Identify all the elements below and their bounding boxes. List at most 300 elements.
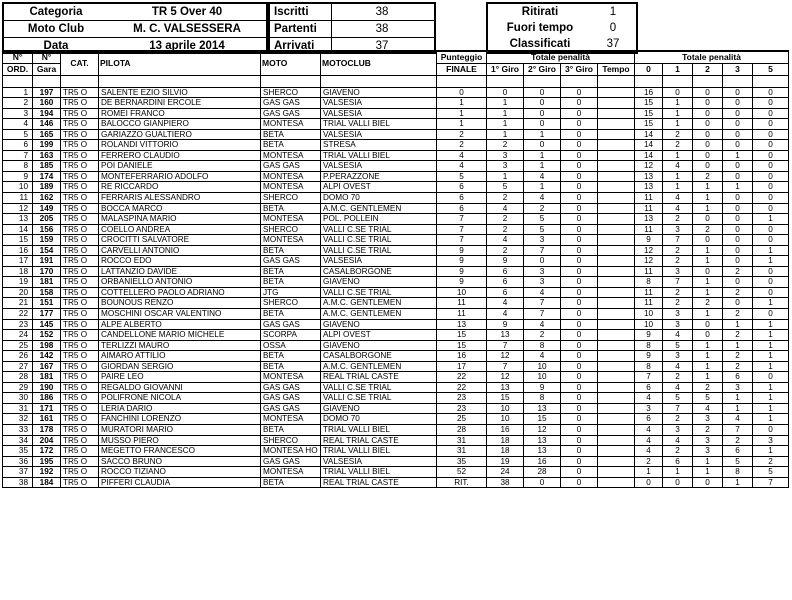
cell-p5: 0 xyxy=(753,87,789,98)
cell-tempo xyxy=(598,308,635,319)
cell-giro3: 0 xyxy=(561,277,598,288)
cell-p1: 5 xyxy=(663,393,693,404)
cell-giro1: 9 xyxy=(487,319,524,330)
cell-finale: 9 xyxy=(437,245,487,256)
cell-finale: 31 xyxy=(437,435,487,446)
cell-gara: 199 xyxy=(33,140,61,151)
cell-p2: 1 xyxy=(693,467,723,478)
cell-tempo xyxy=(598,235,635,246)
table-row xyxy=(3,266,789,277)
cell-p0: 12 xyxy=(635,256,663,267)
cell-p1: 3 xyxy=(663,351,693,362)
cell-gara: 178 xyxy=(33,425,61,436)
cell-motoclub: CASALBORGONE xyxy=(321,351,437,362)
event-info-box xyxy=(2,2,268,54)
cell-p2: 0 xyxy=(693,319,723,330)
col-p1: 1 xyxy=(663,63,693,75)
cell-p5: 0 xyxy=(753,192,789,203)
table-row xyxy=(3,108,789,119)
cell-p5: 1 xyxy=(753,446,789,457)
cell-gara: 165 xyxy=(33,129,61,140)
cell-giro3: 0 xyxy=(561,446,598,457)
data-value: 13 aprile 2014 xyxy=(149,40,225,52)
cell-motoclub: VALLI C.SE TRIAL xyxy=(321,224,437,235)
cell-tempo xyxy=(598,456,635,467)
cell-moto: GAS GAS xyxy=(261,319,321,330)
cell-p0: 11 xyxy=(635,224,663,235)
cell-p5: 0 xyxy=(753,308,789,319)
cell-pilota: SALENTE EZIO SILVIO xyxy=(99,87,261,98)
cell-p1: 1 xyxy=(663,150,693,161)
cell-gara: 163 xyxy=(33,150,61,161)
cell-moto: SCORPA xyxy=(261,330,321,341)
cell-p0: 13 xyxy=(635,171,663,182)
cell-moto: SHERCO xyxy=(261,192,321,203)
table-row xyxy=(3,171,789,182)
cell-cat: TR5 O xyxy=(61,446,99,457)
cell-giro2: 13 xyxy=(524,446,561,457)
cell-p2: 0 xyxy=(693,140,723,151)
cell-finale: 15 xyxy=(437,330,487,341)
cell-motoclub: REAL TRIAL CASTE xyxy=(321,372,437,383)
cell-tempo xyxy=(598,340,635,351)
cell-p0: 4 xyxy=(635,435,663,446)
cell-giro3: 0 xyxy=(561,214,598,225)
cell-p2: 1 xyxy=(693,372,723,383)
cell-giro3: 0 xyxy=(561,287,598,298)
cell-moto: MONTESA xyxy=(261,235,321,246)
cell-cat: TR5 O xyxy=(61,245,99,256)
cell-cat: TR5 O xyxy=(61,140,99,151)
cell-pilota: MONTEFERRARIO ADOLFO xyxy=(99,171,261,182)
cell-p2: 0 xyxy=(693,150,723,161)
cell-p2: 1 xyxy=(693,203,723,214)
cell-p5: 2 xyxy=(753,456,789,467)
cell-p3: 2 xyxy=(723,266,753,277)
cell-p3: 0 xyxy=(723,108,753,119)
cell-p1: 0 xyxy=(663,477,693,488)
cell-giro3: 0 xyxy=(561,203,598,214)
cell-gara: 204 xyxy=(33,435,61,446)
cell-motoclub: TRIAL VALLI BIEL xyxy=(321,150,437,161)
cell-cat: TR5 O xyxy=(61,319,99,330)
spacer-row xyxy=(3,75,789,87)
cell-p1: 3 xyxy=(663,425,693,436)
table-row xyxy=(3,351,789,362)
cell-p2: 0 xyxy=(693,477,723,488)
cell-p2: 0 xyxy=(693,119,723,130)
cell-p2: 3 xyxy=(693,414,723,425)
cell-moto: MONTESA xyxy=(261,372,321,383)
cell-giro3: 0 xyxy=(561,161,598,172)
cell-p0: 11 xyxy=(635,192,663,203)
cell-p0: 1 xyxy=(635,467,663,478)
col-giro3: 3° Giro xyxy=(561,63,598,75)
table-row xyxy=(3,256,789,267)
cell-giro3: 0 xyxy=(561,150,598,161)
cell-gara: 167 xyxy=(33,361,61,372)
arrivati-value: 37 xyxy=(375,40,389,52)
cell-giro2: 3 xyxy=(524,266,561,277)
cell-ord: 30 xyxy=(3,393,33,404)
cell-giro2: 8 xyxy=(524,393,561,404)
table-row xyxy=(3,161,789,172)
cell-tempo xyxy=(598,266,635,277)
cell-ord: 18 xyxy=(3,266,33,277)
cell-cat: TR5 O xyxy=(61,361,99,372)
cell-moto: JTG xyxy=(261,287,321,298)
cell-giro3: 0 xyxy=(561,129,598,140)
cell-p1: 4 xyxy=(663,330,693,341)
cell-giro2: 4 xyxy=(524,351,561,362)
cell-ord: 3 xyxy=(3,108,33,119)
cell-gara: 198 xyxy=(33,340,61,351)
cell-pilota: ROCCO EDO xyxy=(99,256,261,267)
table-row xyxy=(3,140,789,151)
cell-p2: 1 xyxy=(693,287,723,298)
cell-gara: 146 xyxy=(33,119,61,130)
cell-moto: BETA xyxy=(261,129,321,140)
cell-tempo xyxy=(598,277,635,288)
cell-pilota: CARVELLI ANTONIO xyxy=(99,245,261,256)
cell-finale: 15 xyxy=(437,340,487,351)
cell-cat: TR5 O xyxy=(61,266,99,277)
cell-p2: 1 xyxy=(693,182,723,193)
cell-ord: 35 xyxy=(3,446,33,457)
cell-giro3: 0 xyxy=(561,108,598,119)
cell-finale: 7 xyxy=(437,235,487,246)
cell-pilota: LERIA DARIO xyxy=(99,403,261,414)
table-row xyxy=(3,298,789,309)
cell-p3: 1 xyxy=(723,477,753,488)
cell-giro2: 0 xyxy=(524,119,561,130)
cell-moto: SHERCO xyxy=(261,224,321,235)
cell-p1: 7 xyxy=(663,277,693,288)
cell-p2: 0 xyxy=(693,129,723,140)
cell-giro2: 0 xyxy=(524,477,561,488)
cell-p2: 2 xyxy=(693,382,723,393)
cell-giro2: 12 xyxy=(524,425,561,436)
cell-motoclub: P.PERAZZONE xyxy=(321,171,437,182)
counts-box xyxy=(268,2,436,54)
cell-moto: BETA xyxy=(261,477,321,488)
categoria-value: TR 5 Over 40 xyxy=(151,6,223,18)
cell-ord: 32 xyxy=(3,414,33,425)
table-row xyxy=(3,87,789,98)
col-moto: MOTO xyxy=(261,51,321,75)
cell-giro2: 4 xyxy=(524,319,561,330)
table-row xyxy=(3,319,789,330)
cell-p3: 1 xyxy=(723,340,753,351)
cell-moto: MONTESA xyxy=(261,119,321,130)
col-totale-penalita-pts: Totale penalità xyxy=(635,51,789,63)
cell-gara: 197 xyxy=(33,87,61,98)
cell-ord: 7 xyxy=(3,150,33,161)
cell-pilota: POLIFRONE NICOLA xyxy=(99,393,261,404)
cell-cat: TR5 O xyxy=(61,182,99,193)
cell-tempo xyxy=(598,425,635,436)
cell-p1: 2 xyxy=(663,245,693,256)
col-p2: 2 xyxy=(693,63,723,75)
cell-tempo xyxy=(598,372,635,383)
cell-p0: 16 xyxy=(635,87,663,98)
cell-p1: 3 xyxy=(663,224,693,235)
cell-p5: 0 xyxy=(753,203,789,214)
cell-pilota: LATTANZIO DAVIDE xyxy=(99,266,261,277)
cell-p3: 0 xyxy=(723,235,753,246)
cell-p0: 11 xyxy=(635,266,663,277)
cell-ord: 12 xyxy=(3,203,33,214)
table-row xyxy=(3,382,789,393)
cell-tempo xyxy=(598,98,635,109)
cell-ord: 24 xyxy=(3,330,33,341)
cell-motoclub: GIAVENO xyxy=(321,340,437,351)
cell-tempo xyxy=(598,403,635,414)
cell-giro3: 0 xyxy=(561,340,598,351)
cell-gara: 156 xyxy=(33,224,61,235)
col-giro2: 2° Giro xyxy=(524,63,561,75)
cell-ord: 25 xyxy=(3,340,33,351)
cell-p1: 1 xyxy=(663,119,693,130)
cell-tempo xyxy=(598,330,635,341)
cell-gara: 205 xyxy=(33,214,61,225)
cell-ord: 23 xyxy=(3,319,33,330)
partenti-value: 38 xyxy=(375,23,389,35)
cell-cat: TR5 O xyxy=(61,393,99,404)
cell-moto: SHERCO xyxy=(261,298,321,309)
cell-moto: MONTESA xyxy=(261,467,321,478)
table-row xyxy=(3,150,789,161)
cell-p5: 0 xyxy=(753,119,789,130)
cell-p0: 9 xyxy=(635,235,663,246)
col-p0: 0 xyxy=(635,63,663,75)
cell-finale: 35 xyxy=(437,456,487,467)
cell-p3: 0 xyxy=(723,87,753,98)
cell-motoclub: A.M.C. GENTLEMEN xyxy=(321,298,437,309)
cell-p5: 0 xyxy=(753,140,789,151)
cell-giro2: 7 xyxy=(524,245,561,256)
cell-ord: 21 xyxy=(3,298,33,309)
cell-motoclub: VALLI C.SE TRIAL xyxy=(321,287,437,298)
cell-giro3: 0 xyxy=(561,403,598,414)
cell-ord: 38 xyxy=(3,477,33,488)
cell-ord: 33 xyxy=(3,425,33,436)
cell-pilota: GIORDAN SERGIO xyxy=(99,361,261,372)
cell-pilota: DE BERNARDINI ERCOLE xyxy=(99,98,261,109)
col-totale-penalita-giri: Totale penalità xyxy=(487,51,635,63)
cell-motoclub: TRIAL VALLI BIEL xyxy=(321,467,437,478)
table-row xyxy=(3,119,789,130)
cell-p2: 0 xyxy=(693,98,723,109)
fuoritempo-label: Fuori tempo xyxy=(506,22,574,34)
cell-p1: 7 xyxy=(663,403,693,414)
cell-tempo xyxy=(598,150,635,161)
cell-giro2: 7 xyxy=(524,298,561,309)
cell-moto: MONTESA xyxy=(261,150,321,161)
cell-p0: 14 xyxy=(635,129,663,140)
cell-gara: 189 xyxy=(33,182,61,193)
cell-finale: 6 xyxy=(437,203,487,214)
cell-p2: 1 xyxy=(693,308,723,319)
cell-tempo xyxy=(598,182,635,193)
header-row-1 xyxy=(3,51,789,63)
cell-giro3: 0 xyxy=(561,467,598,478)
cell-giro1: 12 xyxy=(487,372,524,383)
cell-moto: OSSA xyxy=(261,340,321,351)
cell-p2: 1 xyxy=(693,277,723,288)
cell-p2: 3 xyxy=(693,446,723,457)
col-n-gara-top: N° xyxy=(33,51,61,63)
cell-giro2: 15 xyxy=(524,414,561,425)
cell-gara: 185 xyxy=(33,161,61,172)
cell-giro1: 15 xyxy=(487,393,524,404)
cell-finale: 13 xyxy=(437,319,487,330)
cell-p0: 12 xyxy=(635,245,663,256)
cell-gara: 151 xyxy=(33,298,61,309)
cell-p3: 0 xyxy=(723,171,753,182)
cell-p0: 8 xyxy=(635,340,663,351)
cell-ord: 29 xyxy=(3,382,33,393)
cell-motoclub: GIAVENO xyxy=(321,319,437,330)
cell-giro1: 3 xyxy=(487,150,524,161)
cell-p3: 1 xyxy=(723,319,753,330)
cell-motoclub: CASALBORGONE xyxy=(321,266,437,277)
cell-tempo xyxy=(598,382,635,393)
cell-pilota: MUSSO PIERO xyxy=(99,435,261,446)
cell-cat: TR5 O xyxy=(61,87,99,98)
cell-ord: 36 xyxy=(3,456,33,467)
cell-p3: 8 xyxy=(723,467,753,478)
cell-moto: BETA xyxy=(261,266,321,277)
cell-moto: SHERCO xyxy=(261,87,321,98)
cell-tempo xyxy=(598,351,635,362)
cell-p5: 0 xyxy=(753,161,789,172)
table-row xyxy=(3,446,789,457)
cell-ord: 8 xyxy=(3,161,33,172)
cell-finale: 1 xyxy=(437,98,487,109)
cell-pilota: ROLANDI VITTORIO xyxy=(99,140,261,151)
cell-tempo xyxy=(598,224,635,235)
cell-finale: RIT. xyxy=(437,477,487,488)
cell-p1: 7 xyxy=(663,235,693,246)
cell-giro1: 7 xyxy=(487,340,524,351)
cell-tempo xyxy=(598,361,635,372)
cell-motoclub: POL. POLLEIN xyxy=(321,214,437,225)
cell-finale: 5 xyxy=(437,171,487,182)
cell-p3: 1 xyxy=(723,150,753,161)
cell-giro1: 2 xyxy=(487,140,524,151)
cell-giro3: 0 xyxy=(561,393,598,404)
cell-motoclub: VALLI C.SE TRIAL xyxy=(321,235,437,246)
cell-motoclub: GIAVENO xyxy=(321,277,437,288)
cell-tempo xyxy=(598,467,635,478)
classificati-value: 37 xyxy=(606,38,620,50)
cell-giro1: 6 xyxy=(487,287,524,298)
cell-p2: 0 xyxy=(693,161,723,172)
cell-tempo xyxy=(598,319,635,330)
cell-moto: MONTESA xyxy=(261,182,321,193)
cell-finale: 25 xyxy=(437,414,487,425)
cell-giro3: 0 xyxy=(561,245,598,256)
cell-pilota: PAIRE LEO xyxy=(99,372,261,383)
table-row xyxy=(3,425,789,436)
cell-cat: TR5 O xyxy=(61,308,99,319)
cell-p5: 1 xyxy=(753,256,789,267)
cell-moto: MONTESA HO xyxy=(261,446,321,457)
cell-giro2: 2 xyxy=(524,330,561,341)
cell-ord: 19 xyxy=(3,277,33,288)
cell-giro3: 0 xyxy=(561,456,598,467)
table-row xyxy=(3,224,789,235)
cell-pilota: SACCO BRUNO xyxy=(99,456,261,467)
cell-moto: GAS GAS xyxy=(261,456,321,467)
cell-giro2: 0 xyxy=(524,98,561,109)
cell-ord: 11 xyxy=(3,192,33,203)
cell-giro1: 2 xyxy=(487,192,524,203)
motoclub-value: M. C. VALSESSERA xyxy=(133,23,241,35)
cell-p5: 0 xyxy=(753,182,789,193)
cell-p2: 1 xyxy=(693,192,723,203)
cell-ord: 34 xyxy=(3,435,33,446)
cell-gara: 162 xyxy=(33,192,61,203)
partenti-row xyxy=(270,21,434,38)
cell-giro1: 3 xyxy=(487,161,524,172)
cell-motoclub: VALSESIA xyxy=(321,456,437,467)
table-row xyxy=(3,361,789,372)
cell-giro3: 0 xyxy=(561,298,598,309)
cell-p2: 3 xyxy=(693,435,723,446)
cell-giro3: 0 xyxy=(561,256,598,267)
cell-finale: 10 xyxy=(437,287,487,298)
cell-p2: 0 xyxy=(693,214,723,225)
cell-gara: 171 xyxy=(33,403,61,414)
cell-giro2: 5 xyxy=(524,224,561,235)
cell-p1: 2 xyxy=(663,140,693,151)
cell-pilota: RE RICCARDO xyxy=(99,182,261,193)
cell-giro2: 1 xyxy=(524,161,561,172)
table-row xyxy=(3,129,789,140)
cell-pilota: REGALDO GIOVANNI xyxy=(99,382,261,393)
cell-giro2: 13 xyxy=(524,403,561,414)
cell-finale: 9 xyxy=(437,266,487,277)
cell-p2: 0 xyxy=(693,87,723,98)
cell-tempo xyxy=(598,446,635,457)
table-row xyxy=(3,467,789,478)
table-row xyxy=(3,277,789,288)
cell-giro3: 0 xyxy=(561,308,598,319)
col-n-ord-top: N° xyxy=(3,51,33,63)
cell-p1: 2 xyxy=(663,446,693,457)
cell-moto: MONTESA xyxy=(261,171,321,182)
cell-p2: 0 xyxy=(693,235,723,246)
cell-giro2: 7 xyxy=(524,308,561,319)
cell-finale: 7 xyxy=(437,214,487,225)
table-row xyxy=(3,214,789,225)
cell-p2: 1 xyxy=(693,351,723,362)
cell-giro1: 10 xyxy=(487,414,524,425)
cell-p5: 0 xyxy=(753,425,789,436)
cell-p0: 15 xyxy=(635,98,663,109)
iscritti-row xyxy=(270,4,434,21)
col-gara: Gara xyxy=(33,63,61,75)
cell-p3: 0 xyxy=(723,98,753,109)
cell-gara: 192 xyxy=(33,467,61,478)
cell-gara: 149 xyxy=(33,203,61,214)
cell-pilota: ALPE ALBERTO xyxy=(99,319,261,330)
cell-cat: TR5 O xyxy=(61,161,99,172)
cell-giro3: 0 xyxy=(561,224,598,235)
cell-giro3: 0 xyxy=(561,361,598,372)
